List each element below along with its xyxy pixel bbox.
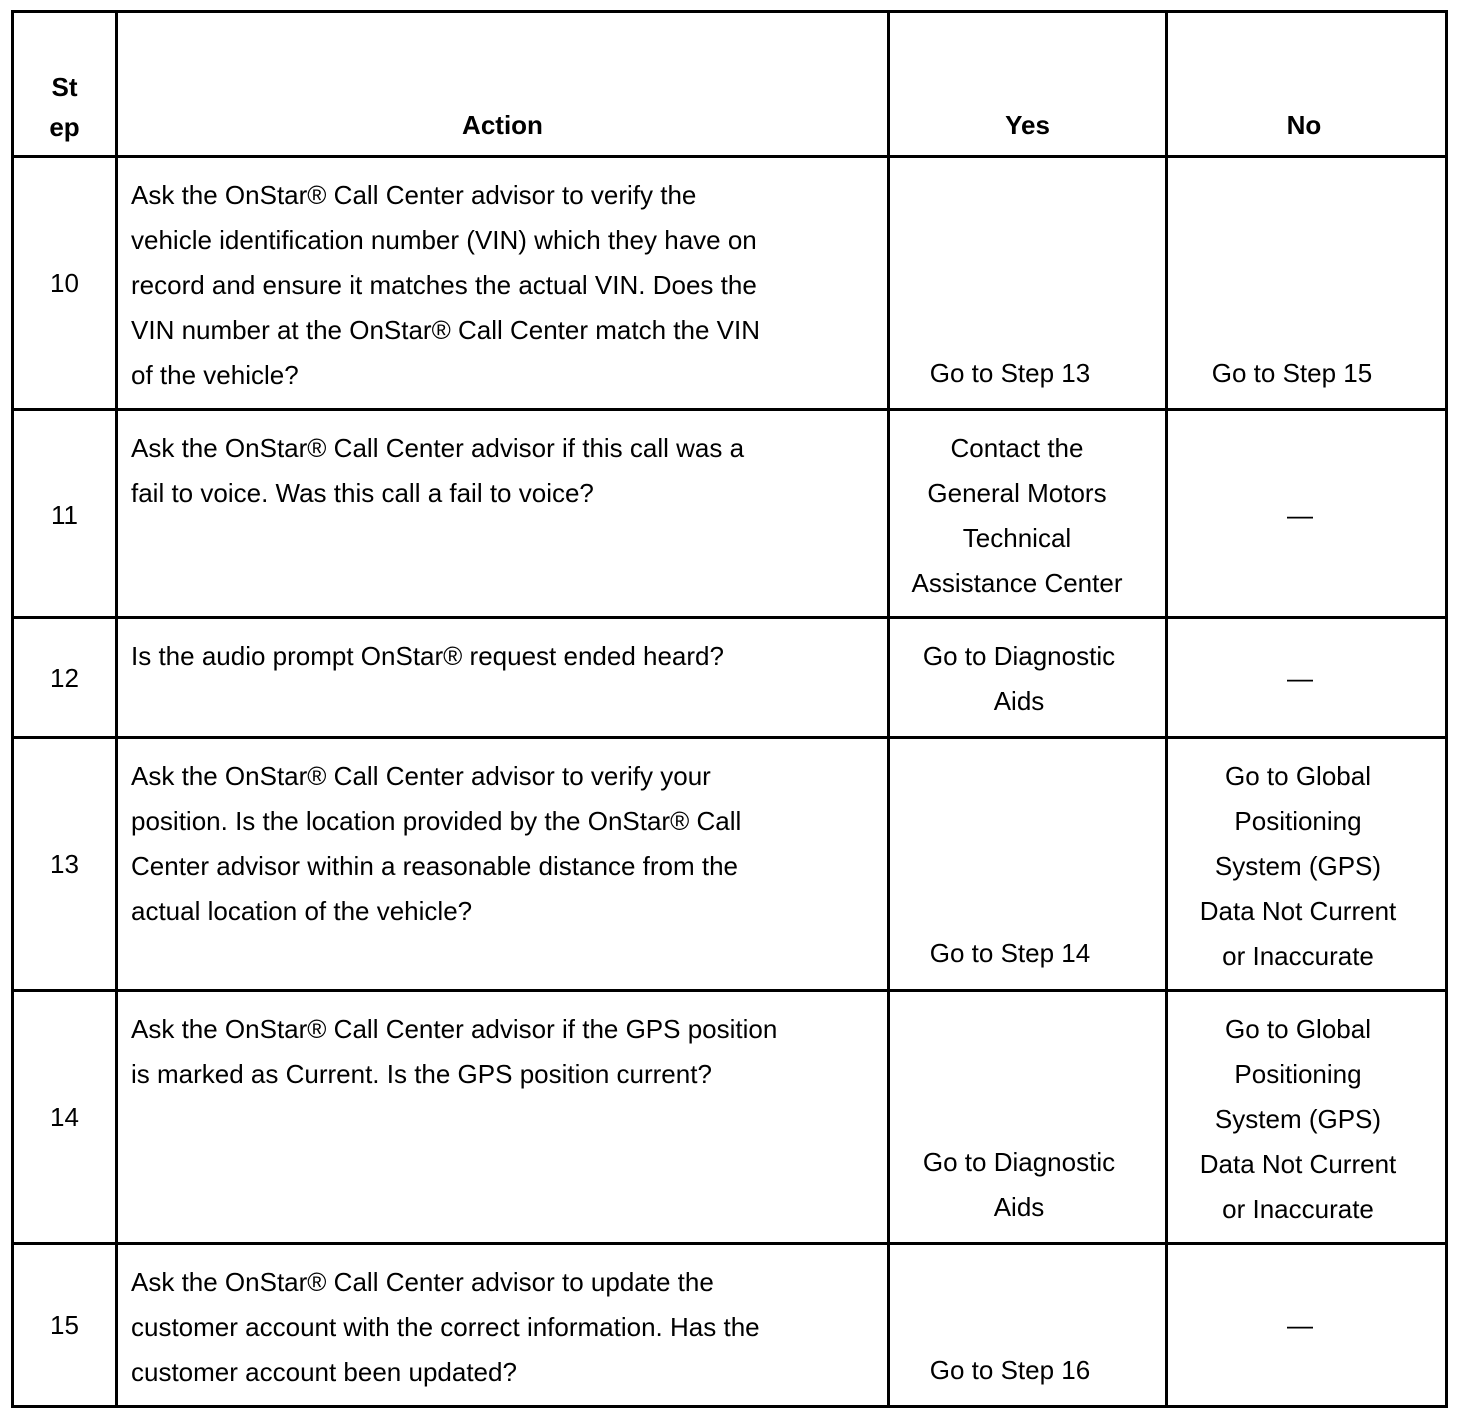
row-12-yes: Go to Diagnostic Aids (922, 641, 1116, 716)
row-11-yes: Contact the General Motors Technical Assistance Center (911, 433, 1123, 598)
row-13-step: 13 (50, 849, 79, 879)
row-13-no: Go to Global Positioning System (GPS) Data Not Current or Inaccurate (1199, 761, 1397, 971)
row-divider (14, 1242, 1445, 1245)
row-14-no: Go to Global Positioning System (GPS) Data Not Current or Inaccurate (1199, 1014, 1397, 1224)
row-12-step: 12 (50, 663, 79, 693)
row-14-action: Ask the OnStar® Call Center advisor if the GPS position is marked as Current. Is the GPS position current? (131, 1014, 778, 1089)
row-15-no: — (1287, 1310, 1313, 1340)
row-13-action: Ask the OnStar® Call Center advisor to verify your position. Is the location provided by the OnStar® Call Center advisor within a reasonable distance from the actual location of the vehicle? (131, 761, 742, 926)
row-divider (14, 989, 1445, 992)
diagnostic-table (11, 10, 1448, 1408)
column-divider (115, 13, 118, 1405)
row-10-action: Ask the OnStar® Call Center advisor to verify the vehicle identification number (VIN) which they have on record and ensure it matches the actual VIN. Does the VIN number at the OnStar® Call Center match the VIN of the vehicle? (131, 180, 760, 390)
row-10-step: 10 (50, 268, 79, 298)
row-10-no: Go to Step 15 (1211, 358, 1373, 388)
header-step: St ep (49, 72, 80, 142)
row-divider (14, 616, 1445, 619)
header-no: No (1286, 110, 1322, 140)
row-11-action: Ask the OnStar® Call Center advisor if this call was a fail to voice. Was this call a fail to voice? (131, 433, 745, 508)
row-15-yes: Go to Step 16 (929, 1355, 1091, 1385)
row-divider (14, 155, 1445, 158)
row-14-yes: Go to Diagnostic Aids (922, 1147, 1116, 1222)
row-divider (14, 408, 1445, 411)
row-10-yes: Go to Step 13 (929, 358, 1091, 388)
row-14-step: 14 (50, 1102, 79, 1132)
row-11-step: 11 (51, 500, 78, 530)
row-15-step: 15 (50, 1310, 79, 1340)
row-15-action: Ask the OnStar® Call Center advisor to update the customer account with the correct information. Has the customer account been updated? (131, 1267, 760, 1387)
header-yes: Yes (1005, 110, 1050, 140)
row-12-no: — (1287, 663, 1313, 693)
row-12-action: Is the audio prompt OnStar® request ended heard? (131, 641, 724, 671)
row-11-no: — (1287, 500, 1313, 530)
row-divider (14, 736, 1445, 739)
row-13-yes: Go to Step 14 (929, 938, 1091, 968)
header-action: Action (462, 110, 543, 140)
